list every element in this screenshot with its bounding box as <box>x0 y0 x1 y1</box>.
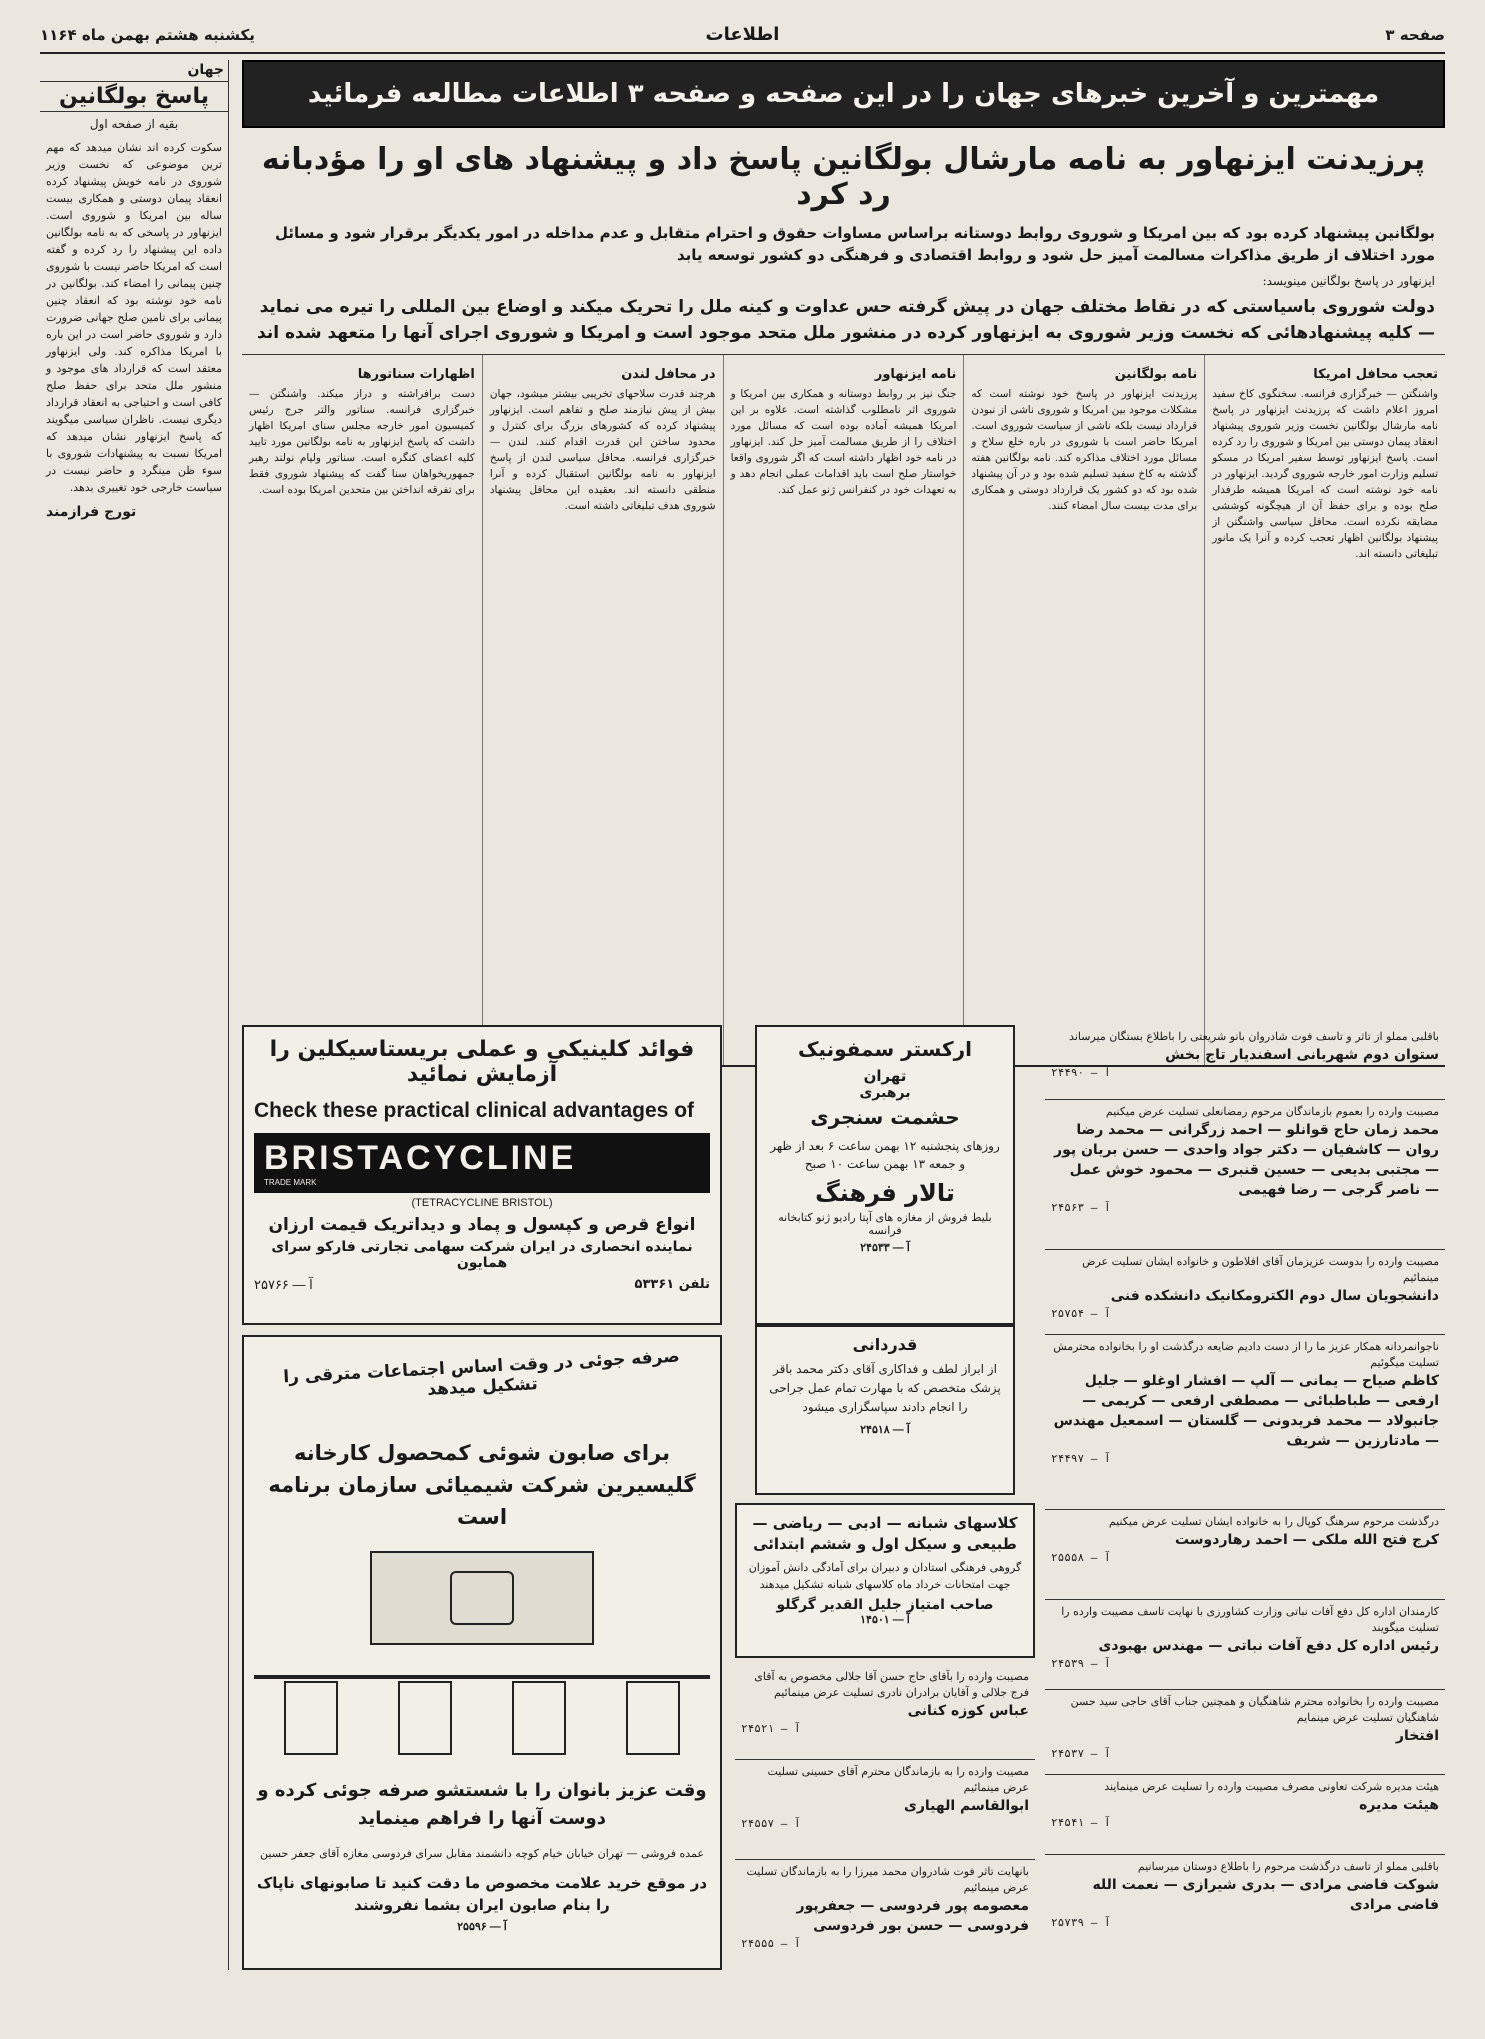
second-headline: دولت شوروی باسیاستی که در نقاط مختلف جهان در پیش گرفته حس عداوت و کینه ملل را تحریک میکند و اوضاع بین المللی را تیره می نماید — کلیه پیشنهادهائی که نخست وزیر شوروی به ایزنهاور کرده در منشور ملل متحد موجود است و امریکا و شوروی اجرای آنها را متعهد شده اند <box>257 297 1435 343</box>
newspaper-name: اطلاعات <box>705 24 780 45</box>
classes-ad: کلاسهای شبانه — ادبی — ریاضی — طبیعی و سیکل اول و ششم ابتدائی گروهی فرهنگی استادان و دبیران برای آمادگی دانش آموزان جهت امتحانات خرداد ماه کلاسهای شبانه تشکیل میدهند صاحب امتیاز جلیل القدیر گرگلو آ — ۱۴۵۰۱ <box>735 1503 1035 1658</box>
continued-note: بقیه از صفحه اول <box>89 117 179 131</box>
ads-section <box>242 1025 1445 1970</box>
middle-ads-column <box>735 1025 1035 1970</box>
notice: مصیبت وارده را بدوست عزیزمان آقای افلاطون و خانواده ایشان تسلیت عرض مینمائیم دانشجویان سال دوم الکترومکانیک دانشکده فنی آ — ۲۵۷۵۴ <box>1045 1250 1445 1335</box>
sidebar-body: سکوت کرده اند نشان میدهد که مهم ترین موضوعی که نخست وزیر شوروی در نامه خویش پیشنهاد کرده انعقاد پیمان دوستی و همکاری بیست ساله بین امریکا و شوروی است. ایزنهاور در پاسخی که به نامه بولگانین داده این پیشنهاد را رد کرده و گفته است که امریکا حاضر نیست با شوروی چنین پیمانی را امضاء کند. بولگانین در نامه خود نوشته بود که انعقاد چنین پیمانی برای تامین صلح جهانی ضرورت دارد و شوروی حاضر است در این باره با امریکا مذاکره کند. ولی ایزنهاور معتقد است که قرارداد های موجود و منشور ملل متحد برای حفظ صلح کافی است و احتیاجی به انعقاد قرارداد دیگری نیست. ناظران سیاسی میگویند که پاسخ ایزنهاور نشان میدهد که امریکا نسبت به پیشنهادات شوروی با سوء ظن مینگرد و حاضر نیست در سیاست خارجی خود تغییری بدهد. <box>46 141 222 494</box>
article-columns <box>242 354 1445 1067</box>
column-text: دست برافراشته و دراز میکند. واشنگتن — خبرگزاری فرانسه. سناتور والتر جرج رئیس کمیسیون امور خارجه مجلس سنای امریکا اظهار داشت که پاسخ ایزنهاور به نامه بولگانین مورد تایید کلیه اعضای کنگره است. سناتور ولیام نولند رهبر جمهوریخواهان سنا گفت که پیشنهاد شوروی فقط برای تفرقه انداختن بین متحدین امریکا بوده است. <box>249 388 475 496</box>
article-column <box>482 355 723 1065</box>
intro-line: ایزنهاور در پاسخ بولگانین مینویسد: <box>1262 274 1435 288</box>
left-ads-column <box>242 1025 722 1970</box>
column-heading: اظهارات سناتورها <box>357 367 475 382</box>
hanging-cloth-icon <box>626 1681 680 1755</box>
article-column <box>963 355 1204 1065</box>
notice: کارمندان اداره کل دفع آفات نباتی وزارت کشاورزی با نهایت تاسف مصیبت وارده را تسلیت میگویند رئیس اداره کل دفع آفات نباتی — مهندس بهبودی آ — ۲۴۵۳۹ <box>1045 1600 1445 1690</box>
trademark: TRADE MARK <box>264 1178 317 1187</box>
sidebar-title: پاسخ بولگانین <box>40 82 228 112</box>
column-text: جنگ نیز بر روابط دوستانه و همکاری بین امریکا و شوروی اثر نامطلوب گذاشته است. علاوه بر این امریکا همیشه آماده بوده است که مسائل مورد اختلاف را از طریق مسالمت آمیز حل کند. ایزنهاور در نامه خود اظهار داشته است که اگر شوروی واقعا خواستار صلح است باید اقدامات عملی انجام دهد و به تعهدات خود در کنفرانس ژنو عمل کند. <box>730 388 957 496</box>
notice: ناجوانمردانه همکار عزیز ما را از دست دادیم ضایعه درگذشت او را بخانواده محترمش تسلیت میگوئیم کاظم صیاح — یمانی — آلپ — افشار اوغلو — جلیل ارفعی — طباطبائی — مصطفی ارفعی — کریمی — جانبولاد — محمد فریدونی — گلستان — اسمعیل مهندس — مادتارزین — شریف آ — ۲۴۴۹۷ <box>1045 1335 1445 1510</box>
brand-block <box>254 1133 710 1193</box>
sidebar-signature: تورج فرازمند <box>46 504 137 520</box>
main-news <box>242 60 1445 1067</box>
notice: هیئت مدیره شرکت تعاونی مصرف مصیبت وارده را تسلیت عرض مینمایند هیئت مدیره آ — ۲۴۵۴۱ <box>1045 1775 1445 1855</box>
soap-box-image <box>370 1551 594 1645</box>
column-heading: نامه ایزنهاور <box>874 367 957 382</box>
column-text: پرزیدنت ایزنهاور در پاسخ خود نوشته است که مشکلات موجود بین امریکا و شوروی ناشی از نبودن قرارداد نیست بلکه ناشی از سیاست شوروی است. امریکا حاضر است با شوروی در باره خلع سلاح و مسائل مورد اختلاف مذاکره کند. نامه بولگانین هفته گذشته به کاخ سفید تسلیم شده بود و در آن پیشنهاد شده بود که دو کشور یک قرارداد دوستی و همکاری برای مدت بیست سال امضاء کنند. <box>971 388 1198 512</box>
sidebar-column <box>40 60 229 1970</box>
page-header <box>40 22 1445 54</box>
sidebar-kicker: جهان <box>40 60 228 82</box>
hanging-cloth-icon <box>284 1681 338 1755</box>
banner: مهمترین و آخرین خبرهای جهان را در این صفحه و صفحه ۳ اطلاعات مطالعه فرمائید <box>242 60 1445 128</box>
article-column <box>1204 355 1445 1065</box>
orchestra-ad: ارکستر سمفونیک تهران برهبری حشمت سنجری روزهای پنجشنبه ۱۲ بهمن ساعت ۶ بعد از ظهر و جمعه ۱۳ بهمن ساعت ۱۰ صبح تالار فرهنگ بلیط فروش از مغازه های آپتا رادیو ژنو کتابخانه فرانسه آ — ۲۴۵۳۳ <box>755 1025 1015 1325</box>
headline: پرزیدنت ایزنهاور به نامه مارشال بولگانین پاسخ داد و پیشنهاد های او را مؤدبانه رد کرد <box>261 142 1426 212</box>
hanging-cloth-icon <box>398 1681 452 1755</box>
column-text: واشنگتن — خبرگزاری فرانسه. سخنگوی کاخ سفید امروز اعلام داشت که پرزیدنت ایزنهاور در پاسخ نامه مارشال بولگانین نخست وزیر شوروی پیشنهاد انعقاد پیمان دوستی بین امریکا و شوروی را رد کرده است. پاسخ ایزنهاور توسط سفیر امریکا در مسکو تسلیم وزارت امور خارجه شوروی گردید. ایزنهاور در نامه خود نوشته است که امریکا همیشه طرفدار صلح بوده و برای حفظ آن از هیچگونه کوششی مضایقه نکرده است. محافل سیاسی واشنگتن از پیشنهاد بولگانین اظهار تعجب کرده و آنرا یک مانور تبلیغاتی دانسته اند. <box>1212 388 1438 560</box>
notice: بانهایت تاثر فوت شادروان محمد میرزا را به بازماندگان تسلیت عرض مینمائیم معصومه پور فردوسی — جعفرپور فردوسی — حسن بور فردوسی آ — ۲۴۵۵۵ <box>741 1865 1029 1950</box>
column-heading: تعجب محافل امریکا <box>1313 367 1438 382</box>
notice: مصیبت وارده را به بازماندگان محترم آقای حسینی تسلیت عرض مینمائیم ابوالقاسم الهیاری آ — ۲۴۵۵۷ <box>735 1760 1035 1860</box>
column-heading: در محافل لندن <box>621 367 716 382</box>
notice: مصیبت وارده را بآقای حاج حسن آقا جلالی مخصوص به آقای فرج جلالی و آقایان برادران نادری تسلیت عرض مینمائیم عباس کوزه کنانی آ — ۲۴۵۲۱ <box>735 1665 1035 1760</box>
notice: مصیبت وارده را بخانواده محترم شاهنگیان و همچنین جناب آقای حاجی سید حسن شاهنگیان تسلیت عرض مینمایم افتخار آ — ۲۴۵۳۷ <box>1045 1690 1445 1775</box>
column-text: هرچند قدرت سلاحهای تخریبی بیشتر میشود، جهان بیش از پیش نیازمند صلح و تفاهم است. ایزنهاور پیشنهاد کرده که کشورهای بزرگ برای کنترل و محدود ساختن این قدرت اقدام کنند. لندن — خبرگزاری فرانسه. محافل سیاسی لندن از پاسخ ایزنهاور به نامه بولگانین استقبال کرده و آنرا منطقی دانسته اند. بعقیده این محافل پیشنهاد شوروی هدف تبلیغاتی داشته است. <box>489 388 716 512</box>
column-heading: نامه بولگانین <box>1114 367 1198 382</box>
gratitude-ad: قدردانی از ابراز لطف و فداکاری آقای دکتر محمد باقر پزشک متخصص که با مهارت تمام عمل جراحی را انجام دادند سپاسگزاری میشود آ — ۲۴۵۱۸ <box>755 1325 1015 1495</box>
notice: مصیبت وارده را بعموم بازماندگان مرحوم رمضانعلی تسلیت عرض میکنیم محمد زمان حاج قوانلو — احمد زرگرانی — محمد رضا روان — کاشفیان — دکتر جواد واحدی — حسن بریان پور — مجتبی بدیعی — حسین قنبری — محمود خوش عمل — ناصر گرجی — رضا فهیمی آ — ۲۴۵۶۳ <box>1045 1100 1445 1250</box>
soap-bar-icon <box>450 1571 514 1625</box>
article-column <box>242 355 482 1065</box>
clothesline <box>254 1675 710 1679</box>
hanging-cloth-icon <box>512 1681 566 1755</box>
notice: باقلبی مملو از تاسف درگذشت مرحوم را باطلاع دوستان میرسانیم شوکت فاضی مرادی — بدری شیرازی — نعمت الله فاضی مرادی آ — ۲۵۷۳۹ <box>1051 1860 1439 1929</box>
antibiotic-ad: فوائد کلینیکی و عملی بریستاسیکلین را آزمایش نمائید Check these practical clinical advantages of BRISTACYCLINE TRADE MARK (TETRACYCLINE BRISTOL) انواع قرص و کپسول و پماد و دیداتریک قیمت ارزان نماینده انحصاری در ایران شرکت سهامی تجارتی فارکو سرای همایون تلفن ۵۳۳۶۱ آ — ۲۵۷۶۶ <box>242 1025 722 1325</box>
notice: درگذشت مرحوم سرهنگ کوپال را به خانواده ایشان تسلیت عرض میکنیم کرج فتح الله ملکی — احمد رهاردوست آ — ۲۵۵۵۸ <box>1045 1510 1445 1600</box>
notices-column <box>1045 1025 1445 1970</box>
laundry-illustration <box>254 1681 710 1755</box>
soap-ad: صرفه جوئی در وقت اساس اجتماعات مترقی را تشکیل میدهد برای صابون شوئی کمحصول کارخانه گلیسیرین شرکت شیمیائی سازمان برنامه است وقت عزیز بانوان را با شستشو صرفه جوئی کرده و دوست آنها را فراهم مینماید عمده فروشی — تهران خیابان خیام کوچه دانشمند مقابل سرای فردوسی مغازه آقای جعفر حسین در موقع خرید علامت مخصوص ما دقت کنید تا صابونهای ناپاک را بنام صابون ایران بشما نفروشند آ — ۲۵۵۹۶ <box>242 1335 722 1970</box>
notice: باقلبی مملو از تاثر و تاسف فوت شادروان بانو شریعتی را باطلاع بستگان میرساند ستوان دوم شهربانی اسفندیار تاج بخش آ — ۲۴۴۹۰ <box>1045 1025 1445 1100</box>
brand-name: BRISTACYCLINE <box>264 1139 577 1177</box>
issue-date: یکشنبه هشتم بهمن ماه ۱۱۶۴ <box>40 26 255 44</box>
page-number: صفحه ۳ <box>1385 26 1445 44</box>
subheadline: بولگانین پیشنهاد کرده بود که بین امریکا و شوروی روابط دوستانه براساس مساوات حقوق و احترام متقابل و عدم مداخله در امور یکدیگر برقرار شود و مسائل مورد اختلاف از طریق مذاکرات مسالمت آمیز حل شود و روابط اقتصادی و فرهنگی دو کشور توسعه یابد <box>274 224 1435 264</box>
article-column <box>723 355 964 1065</box>
